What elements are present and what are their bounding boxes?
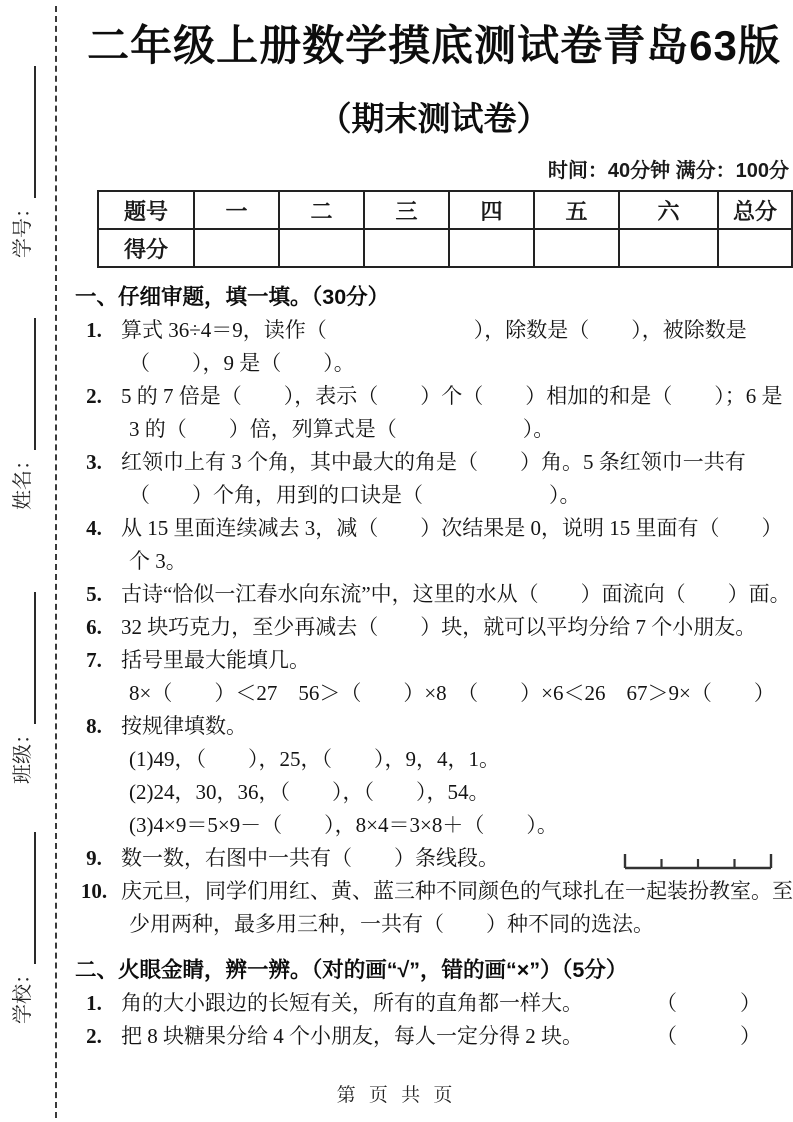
question-10-number: 10.: [80, 879, 108, 903]
question-6: [75, 611, 793, 644]
score-cell-total: [718, 229, 792, 267]
score-row-label-cell: 得分: [98, 229, 194, 267]
score-table-col-3: 三: [364, 191, 449, 229]
question-5-number: 5.: [86, 582, 102, 606]
question-3-number: 3.: [86, 450, 102, 474]
line-segment-figure: [623, 846, 773, 872]
tf-question-2-answer-blank: （ ）: [656, 1024, 761, 1048]
question-2-number: 2.: [86, 384, 102, 408]
score-cell: [194, 229, 279, 267]
section-2-heading: 二、火眼金睛，辨一辨。（对的画“√”，错的画“×”）（5分）: [75, 958, 628, 982]
question-3: [75, 446, 793, 512]
class-field: [10, 592, 36, 784]
student-number-label: 学号：: [12, 198, 34, 258]
question-7-text: 括号里最大能填几。: [121, 648, 310, 672]
school-fill-line: [12, 832, 36, 964]
question-7: [75, 644, 793, 677]
question-7-number: 7.: [86, 648, 102, 672]
question-2-text: 5 的 7 倍是（ ），表示（ ）个（ ）相加的和是（ ）；6 是 3 的（ ）倍，列算式是（ ）。: [121, 384, 783, 441]
tf-question-1-text: 角的大小跟边的长短有关，所有的直角都一样大。: [121, 991, 583, 1015]
class-label: 班级：: [12, 724, 34, 784]
score-cell: [279, 229, 364, 267]
question-1-text: 算式 36÷4＝9，读作（ ），除数是（ ），被除数是（ ），9 是（ ）。: [121, 318, 747, 375]
question-9-number: 9.: [86, 846, 102, 870]
class-fill-line: [12, 592, 36, 724]
school-field: [10, 832, 36, 1024]
time-and-score-info: 时间：40分钟 满分：100分: [547, 160, 789, 182]
page-footer: 第 页 共 页: [336, 1085, 457, 1106]
question-2: [75, 380, 793, 446]
student-name-label: 姓名：: [12, 450, 34, 510]
question-4-number: 4.: [86, 516, 102, 540]
question-1: [75, 314, 793, 380]
question-3-text: 红领巾上有 3 个角，其中最大的角是（ ）角。5 条红领巾一共有（ ）个角，用到的口诀是（ ）。: [121, 450, 746, 507]
question-10: [75, 875, 793, 941]
student-number-field: [10, 66, 36, 258]
page-subtitle: （期末测试卷）: [318, 100, 550, 137]
question-6-number: 6.: [86, 615, 102, 639]
score-cell: [619, 229, 718, 267]
question-7-formula: 8×（ ）＜27 56＞（ ）×8 （ ）×6＜26 67＞9×（ ）: [129, 681, 775, 705]
student-name-field: [10, 318, 36, 510]
line-segment-diagram-svg: [623, 846, 773, 872]
question-8-subitem-3: (3)4×9＝5×9－（ ），8×4＝3×8＋（ ）。: [129, 813, 558, 837]
question-8-subitem-2: (2)24，30，36，（ ），（ ），54。: [129, 780, 490, 804]
question-4-text: 从 15 里面连续减去 3，减（ ）次结果是 0，说明 15 里面有（ ）个 3。: [121, 516, 783, 573]
question-10-text: 庆元旦，同学们用红、黄、蓝三种不同颜色的气球扎在一起装扮教室。至少用两种，最多用三种，一共有（ ）种不同的选法。: [121, 879, 793, 936]
tf-question-1: [75, 987, 793, 1020]
score-table-col-1: 一: [194, 191, 279, 229]
tf-question-1-number: 1.: [86, 991, 102, 1015]
tf-question-2-number: 2.: [86, 1024, 102, 1048]
question-4: [75, 512, 793, 578]
school-label: 学校：: [12, 964, 34, 1024]
question-1-number: 1.: [86, 318, 102, 342]
score-table-header-row: [98, 191, 792, 229]
question-5-text: 古诗“恰似一江春水向东流”中，这里的水从（ ）面流向（ ）面。: [121, 582, 791, 606]
score-table-score-row: [98, 229, 792, 267]
score-table-col-6: 六: [619, 191, 718, 229]
tf-question-2: [75, 1020, 793, 1053]
score-table-col-total: 总分: [718, 191, 792, 229]
question-6-text: 32 块巧克力，至少再减去（ ）块，就可以平均分给 7 个小朋友。: [121, 615, 757, 639]
question-8-subitem-1: (1)49，（ ），25，（ ），9，4，1。: [129, 747, 500, 771]
question-8: [75, 710, 793, 743]
question-9: [75, 842, 793, 875]
question-8-text: 按规律填数。: [121, 714, 247, 738]
dashed-cut-line: [55, 6, 57, 1118]
score-table-col-2: 二: [279, 191, 364, 229]
tf-question-1-answer-blank: （ ）: [656, 991, 761, 1015]
score-table: [97, 190, 793, 268]
question-9-text: 数一数，右图中一共有（ ）条线段。: [121, 846, 499, 870]
score-cell: [364, 229, 449, 267]
score-cell: [534, 229, 619, 267]
exam-page: [75, 0, 793, 1053]
tf-question-2-text: 把 8 块糖果分给 4 个小朋友，每人一定分得 2 块。: [121, 1024, 583, 1048]
page-title: 二年级上册数学摸底测试卷青岛63版: [87, 22, 781, 69]
question-5: [75, 578, 793, 611]
student-name-fill-line: [12, 318, 36, 450]
section-1-heading: 一、仔细审题，填一填。（30分）: [75, 285, 390, 309]
score-table-col-5: 五: [534, 191, 619, 229]
score-table-corner-cell: 题号: [98, 191, 194, 229]
question-8-number: 8.: [86, 714, 102, 738]
score-table-col-4: 四: [449, 191, 534, 229]
student-number-fill-line: [12, 66, 36, 198]
score-cell: [449, 229, 534, 267]
